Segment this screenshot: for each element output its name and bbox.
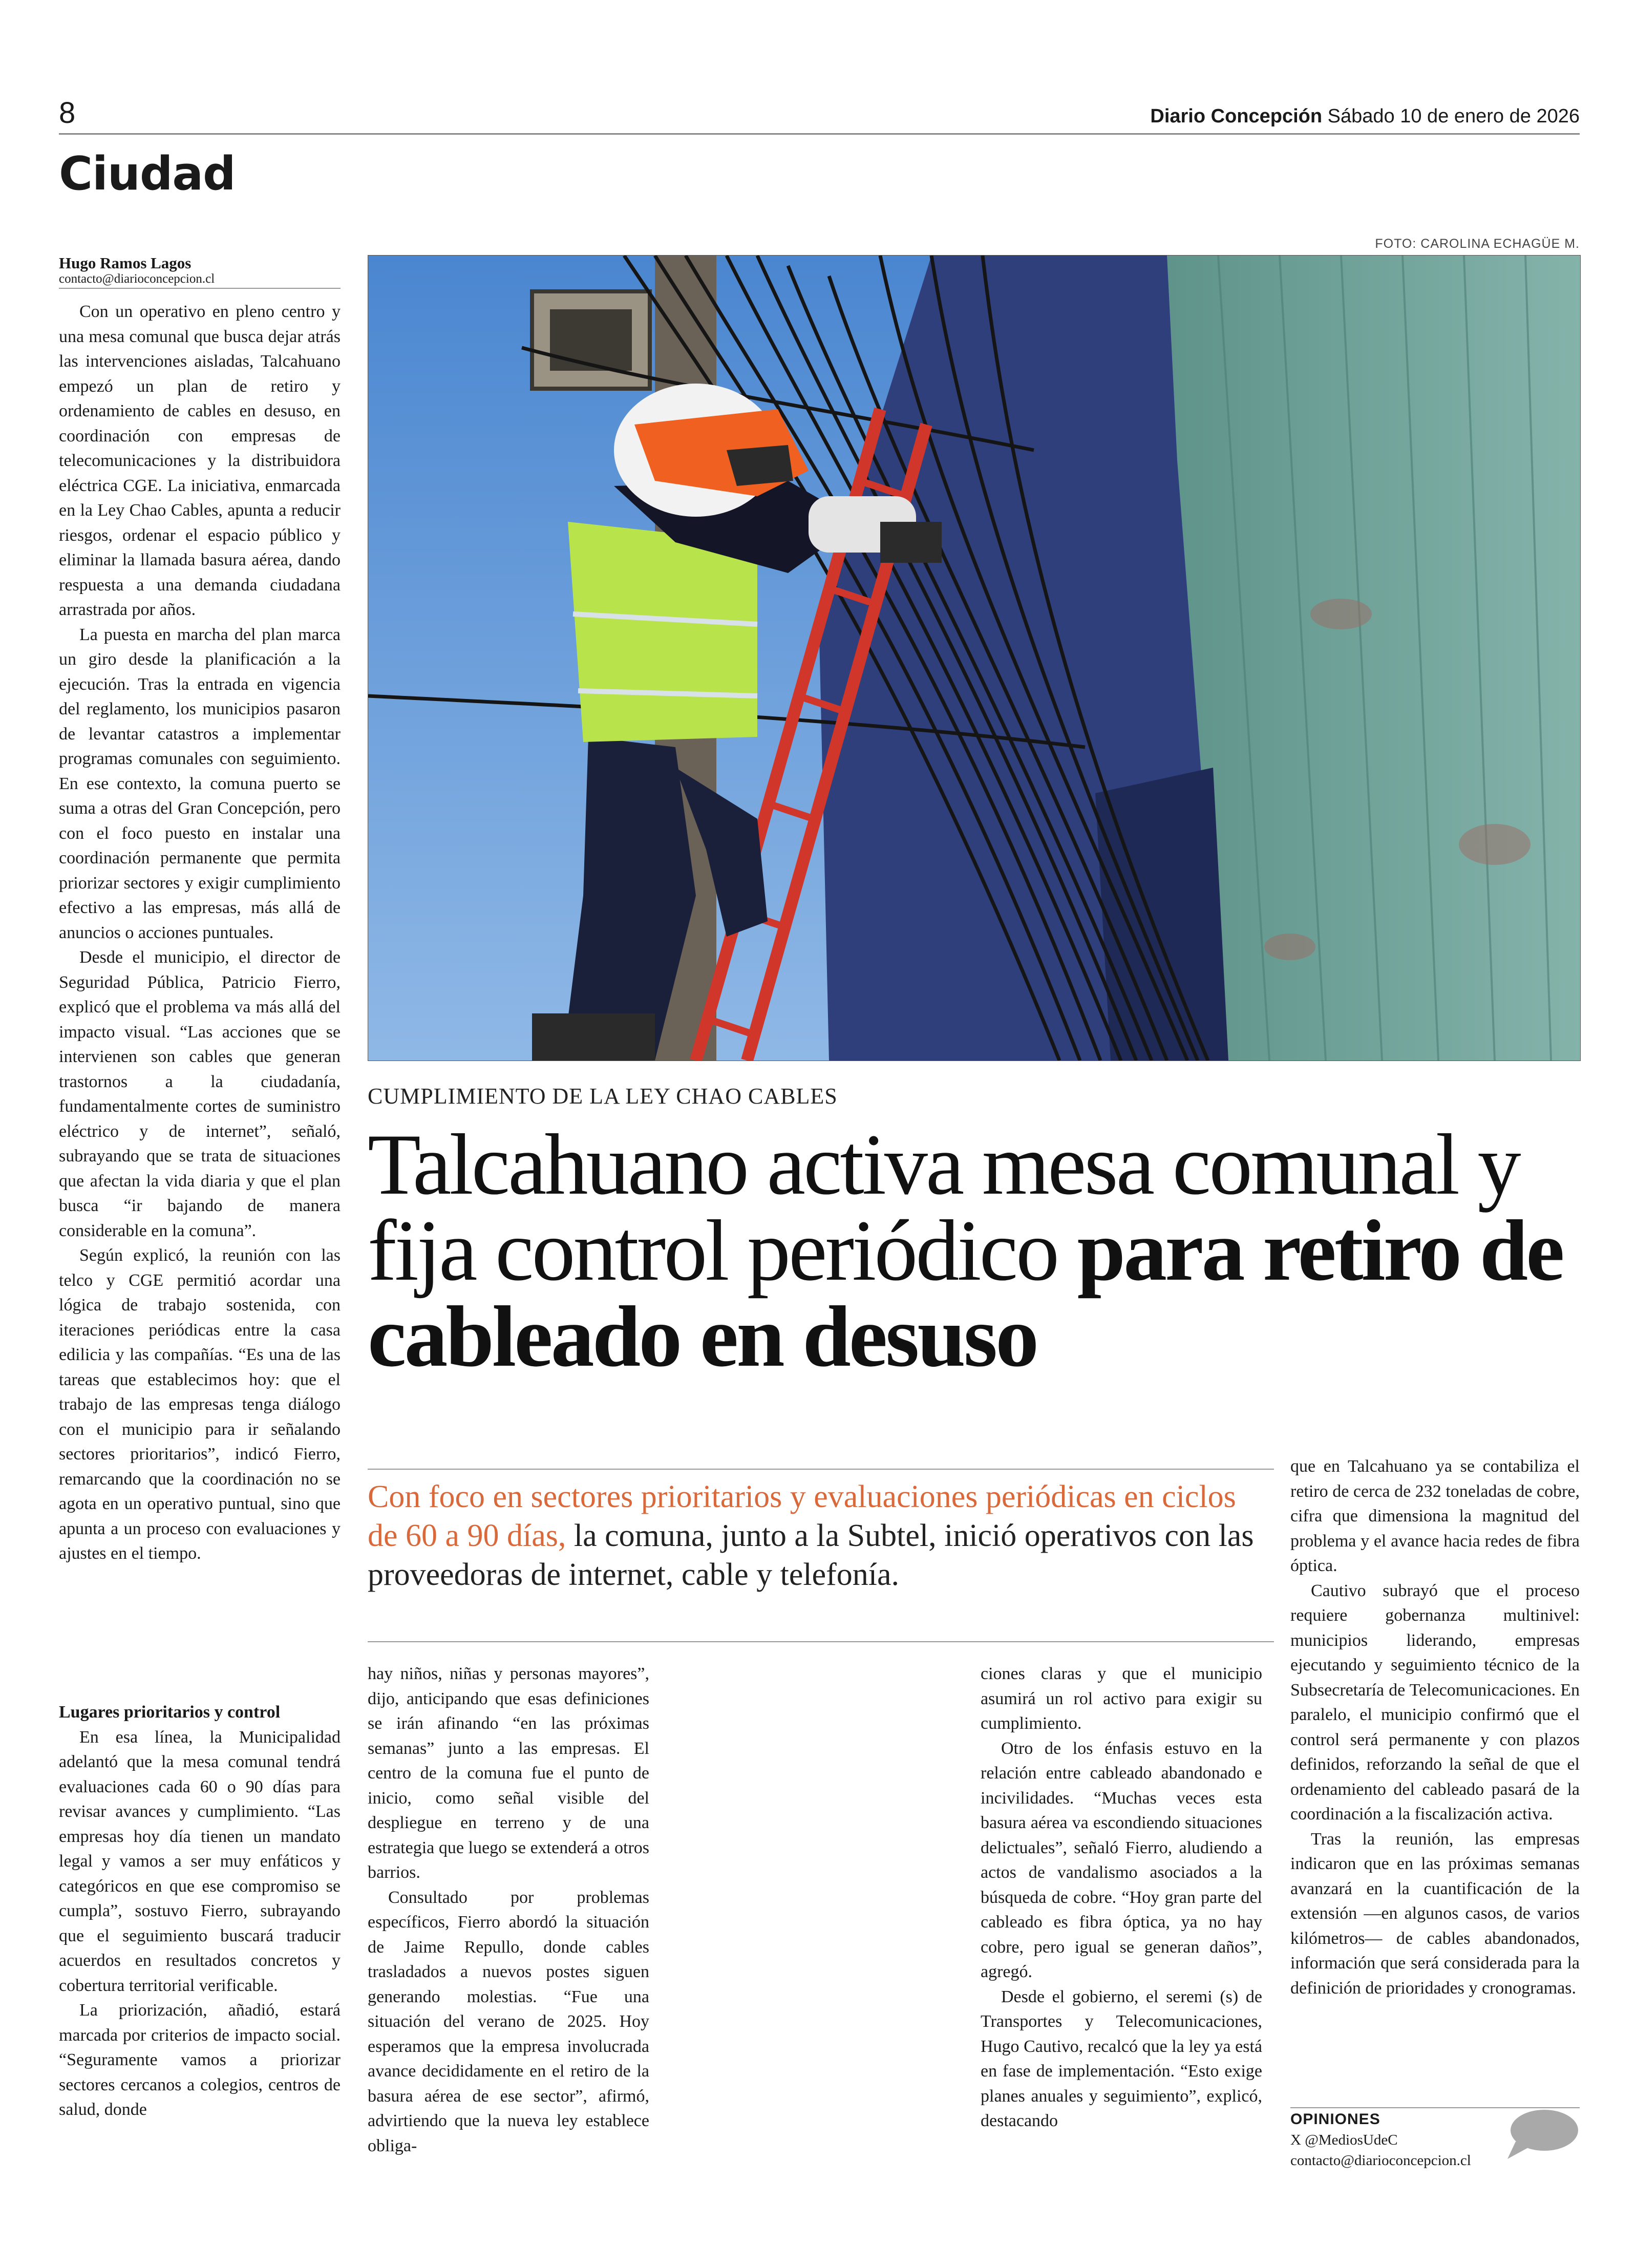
publication-name: Diario Concepción [1150,105,1323,127]
photo-credit: FOTO: CAROLINA ECHAGÜE M. [1375,237,1580,251]
masthead [1150,105,1580,128]
deck-rule [368,1641,1274,1642]
article-column-2 [368,1662,649,2220]
headline-regular: Talcahuano activa mesa comunal y fija control periódico [368,1116,1519,1299]
byline-rule [59,288,341,289]
byline-author: Hugo Ramos Lagos [59,254,192,272]
opinions-title: OPINIONES [1290,2111,1380,2128]
paragraph: En esa línea, la Municipalidad adelantó que la mesa comunal tendrá evaluaciones cada 60 o 90 días para revisar avances y cumplimiento. “Las empresas hoy día tienen un mandato legal y vamos a ser muy enfáticos y categóricos en que ese compromiso se cumpla”, sostuvo Fierro, subrayando que el seguimiento buscará traducir acuerdos en resultados concretos y cobertura territorial verificable. [59,1727,341,1995]
article-column-1 [59,300,341,1687]
headline-rule [368,1469,1274,1470]
deck [368,1477,1269,1594]
article-column-1-continued [59,1700,341,2217]
paragraph: que en Talcahuano ya se contabiliza el retiro de cerca de 232 toneladas de cobre, cifra que dimensiona la magnitud del problema y el avance hacia redes de fibra óptica. [1290,1457,1580,1575]
worker-on-ladder-illustration [368,256,1580,1061]
opinions-x-handle[interactable]: X @MediosUdeC [1290,2132,1398,2148]
paragraph: La priorización, añadió, estará marcada por criterios de impacto social. “Seguramente vamos a priorizar sectores cercanos a colegios, centros de salud, donde [59,2001,341,2119]
paragraph: hay niños, niñas y personas mayores”, dijo, anticipando que esas definiciones se irán afinando “en las próximas semanas” junto a las empresas. El centro de la comuna fue el punto de inicio, como señal visible del despliegue en terreno y de una estrategia que luego se extenderá a otros barrios. [368,1664,649,1882]
paragraph: ciones claras y que el municipio asumirá un rol activo para exigir su cumplimiento. [981,1664,1262,1733]
kicker: CUMPLIMIENTO DE LA LEY CHAO CABLES [368,1084,838,1109]
deck-highlight: Con foco en sectores prioritarios y evaluaciones periódicas en ciclos de 60 a 90 días, [368,1479,1236,1553]
article-column-4 [1290,1454,1580,2105]
opinions-email[interactable]: contacto@diarioconcepcion.cl [1290,2152,1471,2169]
paragraph: La puesta en marcha del plan marca un giro desde la planificación a la ejecución. Tras la entrada en vigencia del reglamento, los municipios pasaron de levantar catastros a implementar programas comunales con seguimiento. En ese contexto, la comuna puerto se suma a otras del Gran Concepción, pero con el foco puesto en instalar una coordinación permanente que permita priorizar sectores y exigir cumplimiento efectivo a las empresas, más allá de anuncios o acciones puntuales. [59,625,341,942]
issue-date: Sábado 10 de enero de 2026 [1327,105,1580,127]
paragraph: Desde el municipio, el director de Seguridad Pública, Patricio Fierro, explicó que el problema va más allá del impacto visual. “Las acciones que se intervienen son cables que generan trastornos a la ciudadanía, fundamentalmente cortes de suministro eléctrico y de internet”, señaló, subrayando que se trata de situaciones que afectan la vida diaria y que el plan busca “ir bajando de manera considerable en la comuna”. [59,948,341,1240]
speech-bubble-icon [1504,2106,1580,2165]
paragraph: Desde el gobierno, el seremi (s) de Transportes y Telecomunicaciones, Hugo Cautivo, recalcó que la ley ya está en fase de implementación. “Esto exige planes anuales y seguimiento”, explicó, destacando [981,1987,1262,2130]
headline-bold: para retiro de cableado en desuso [368,1202,1563,1385]
paragraph: Otro de los énfasis estuvo en la relación entre cableado abandonado e incivilidades. “Muchas veces esta basura aérea va escondiendo situaciones delictuales”, señaló Fierro, aludiendo a actos de vandalismo asociados a la búsqueda de cobre. “Hoy gran parte del cableado es fibra óptica, ya no hay cobre, pero igual se generan daños”, agregó. [981,1739,1262,1981]
deck-text: la comuna, junto a la Subtel, inició operativos con las proveedoras de internet, cable y telefonía. [368,1518,1254,1592]
page-number: 8 [59,96,76,130]
article-column-3 [981,1662,1262,2220]
main-photo [368,255,1581,1061]
paragraph: Con un operativo en pleno centro y una mesa comunal que busca dejar atrás las intervenciones aisladas, Talcahuano empezó un plan de retiro y ordenamiento de cables en desuso, en coordinación con empresas de telecomunicaciones y la distribuidora eléctrica CGE. La iniciativa, enmarcada en la Ley Chao Cables, apunta a reducir riesgos, ordenar el espacio público y eliminar la llamada basura aérea, dando respuesta a una demanda ciudadana arrastrada por años. [59,302,341,619]
paragraph: Cautivo subrayó que el proceso requiere gobernanza multinivel: municipios liderando, empresas ejecutando y seguimiento técnico de la Subsecretaría de Telecomunicaciones. En paralelo, el municipio confirmó que el control será permanente y con plazos definidos, reforzando la señal de que el ordenamiento del cableado pasará de la coordinación a la fiscalización activa. [1290,1581,1580,1824]
byline-email: contacto@diarioconcepcion.cl [59,272,215,286]
paragraph: Consultado por problemas específicos, Fierro abordó la situación de Jaime Repullo, donde cables trasladados a nuevos postes siguen generando molestias. “Fue una situación del verano de 2025. Hoy esperamos que la empresa involucrada avance decididamente en el retiro de la basura aérea de ese sector”, afirmó, advirtiendo que la nueva ley establece obliga- [368,1888,649,2155]
header-rule [59,133,1580,135]
headline [368,1116,1581,1385]
paragraph: Según explicó, la reunión con las telco y CGE permitió acordar una lógica de trabajo sostenida, con iteraciones periódicas entre la casa edilicia y las compañías. “Es una de las tareas que establecimos hoy: que el trabajo de las empresas tenga diálogo con el municipio para ir señalando sectores prioritarios”, indicó Fierro, remarcando que la coordinación no se agota en un operativo puntual, sino que apunta a un proceso con evaluaciones y ajustes en el tiempo. [59,1246,341,1563]
paragraph: Tras la reunión, las empresas indicaron que en las próximas semanas avanzará en la cuantificación de la extensión —en algunos casos, de varios kilómetros— de cables abandonados, información que será considerada para la definición de prioridades y cronogramas. [1290,1829,1580,1998]
section-title: Ciudad [59,147,236,201]
subheading: Lugares prioritarios y control [59,1703,281,1722]
